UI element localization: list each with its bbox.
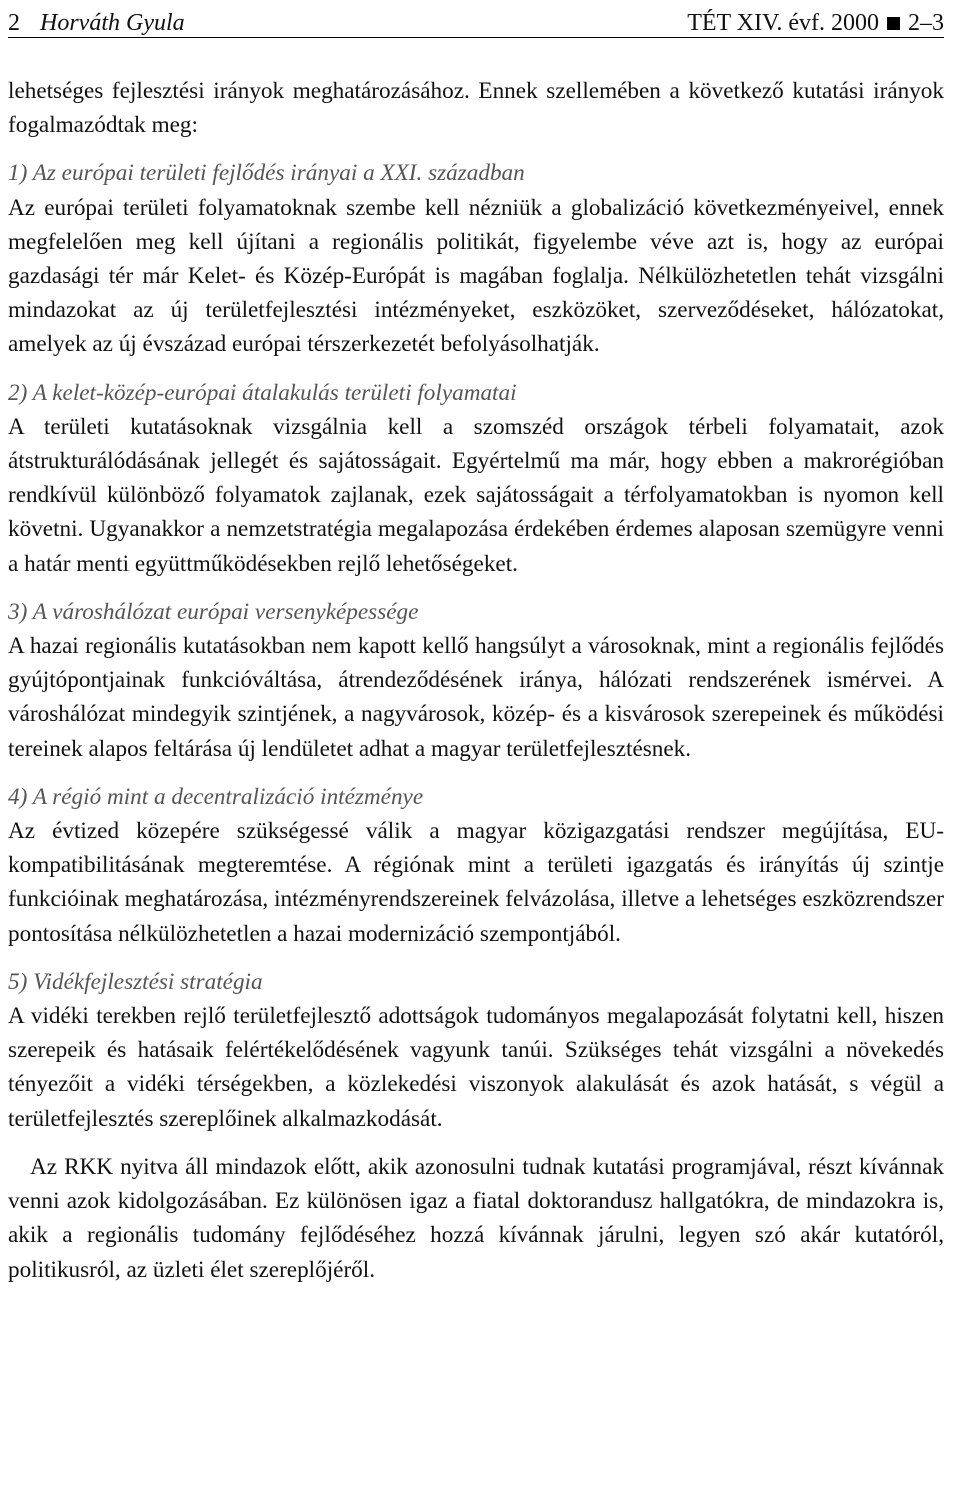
document-page [8, 0, 944, 1287]
header-left [8, 11, 185, 35]
section-body-4: Az évtized közepére szükségessé válik a magyar közigazgatási rendszer megújítása, EU-kompatibilitásának megteremtése. A régiónak mint a területi igazgatás és irányítás új szintje funkcióinak meghatározása, intézményrendszereinek felvázolása, illetve a lehetséges eszközrendszer pontosítása nélkülözhetetlen a hazai modernizáció szempontjából. [8, 818, 944, 947]
section-body-5: A vidéki terekben rejlő területfejlesztő adottságok tudományos megalapozását folytatni kell, hiszen szerepeik és hatásaik felértékelődésének vagyunk tanúi. Szükséges tehát vizsgálni a növekedés tényezőit a vidéki térségekben, a közlekedési viszonyok alakulását és azok hatását, s végül a területfejlesztés szereplőinek alkalmazkodását. [8, 1003, 944, 1132]
page-header [8, 0, 944, 38]
section-heading-1: 1) Az európai területi fejlődés irányai a XXI. században [8, 160, 525, 187]
section-body-2: A területi kutatásoknak vizsgálnia kell a szomszéd országok térbeli folyamatait, azok átstrukturálódásának jellegét és sajátosságait. Egyértelmű ma már, hogy ebben a makrorégióban rendkívül különböző folyamatok zajlanak, ezek sajátosságait a térfolyamatokban is nyomon kell követni. Ugyanakkor a nemzetstratégia megalapozása érdekében érdemes alaposan szemügyre venni a határ menti együttműködésekben rejlő lehetőségeket. [8, 413, 944, 577]
intro-paragraph: lehetséges fejlesztési irányok meghatározásához. Ennek szellemében a következő kutatási irányok fogalmazódtak meg: [8, 78, 944, 139]
closing-paragraph: Az RKK nyitva áll mindazok előtt, akik azonosulni tudnak kutatási programjával, részt kívánnak venni azok kidolgozásában. Ez különösen igaz a fiatal doktorandusz hallgatókra, de mindazokra is, akik a regionális tudomány fejlődéséhez hozzá kívánnak járulni, legyen szó akár kutatóról, politikusról, az üzleti élet szereplőjéről. [8, 1153, 944, 1283]
section-heading-3: 3) A városhálózat európai versenyképessége [8, 598, 419, 625]
section-heading-2: 2) A kelet-közép-európai átalakulás területi folyamatai [8, 379, 517, 406]
journal-info: TÉT XIV. évf. 2000 [687, 10, 879, 36]
issue-number: 2–3 [908, 10, 944, 36]
section-body-1: Az európai területi folyamatoknak szembe kell nézniük a globalizáció következményeivel, ennek megfelelően meg kell újítani a regionális politikát, figyelembe véve azt is, hogy az európai gazdasági tér már Kelet- és Közép-Európát is magában foglalja. Nélkülözhetetlen tehát vizsgálni mindazokat az új területfejlesztési intézményeket, eszközöket, szerveződéseket, hálózatokat, amelyek az új évszázad európai térszerkezetét befolyásolhatják. [8, 194, 944, 358]
page-number: 2 [8, 10, 20, 36]
section-heading-4: 4) A régió mint a decentralizáció intézménye [8, 783, 424, 810]
section-heading-5: 5) Vidékfejlesztési stratégia [8, 968, 263, 995]
header-right [687, 11, 944, 35]
header-author: Horváth Gyula [40, 10, 185, 36]
page-content [8, 74, 944, 1287]
section-body-3: A hazai regionális kutatásokban nem kapott kellő hangsúlyt a városoknak, mint a regionális fejlődés gyújtópontjainak funkcióváltása, átrendeződésének iránya, hálózati rendszerének ismérvei. A városhálózat mindegyik szintjének, a nagyvárosok, közép- és a kisvárosok szerepeinek és működési tereinek alapos feltárása új lendületet adhat a magyar területfejlesztésnek. [8, 633, 944, 762]
square-bullet-icon [887, 17, 900, 30]
